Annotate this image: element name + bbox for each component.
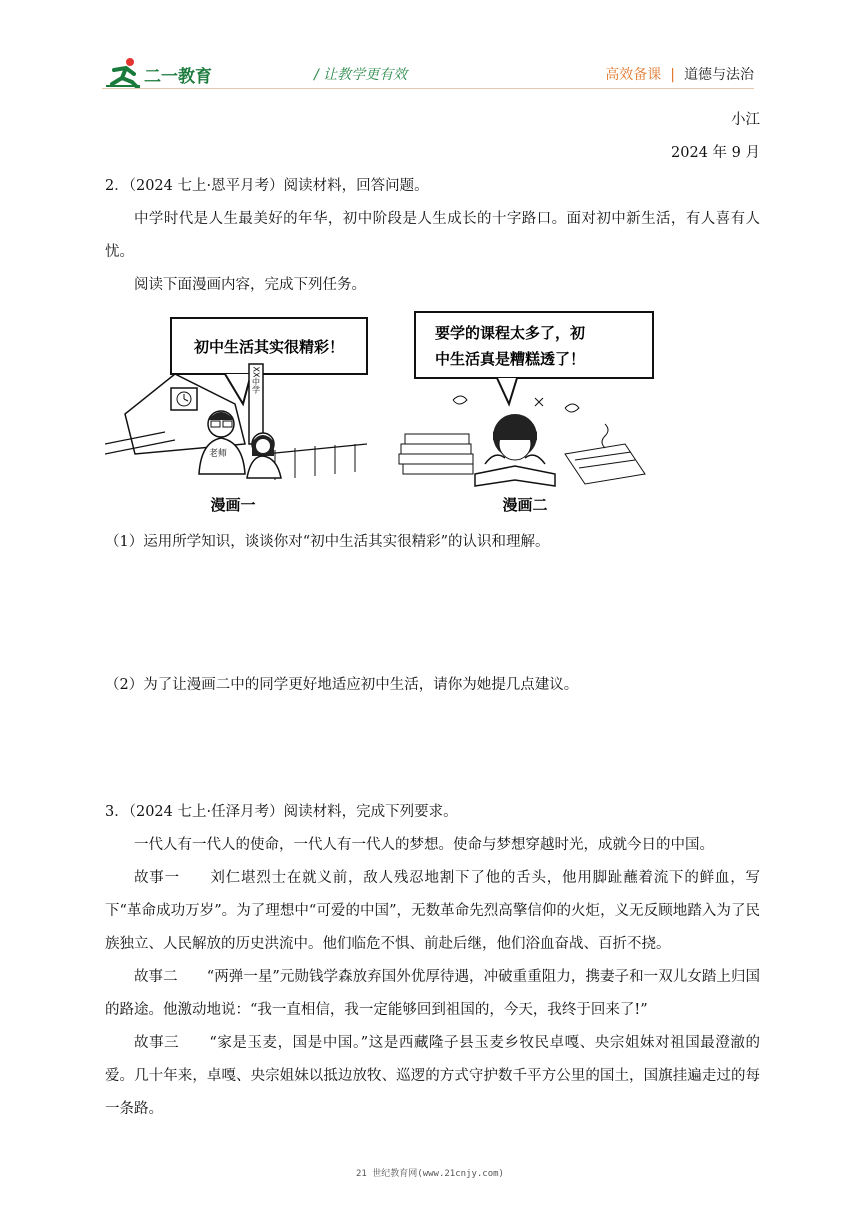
comic-two (399, 312, 653, 514)
q3-story-3: 故事三 “家是玉麦，国是中国。”这是西藏隆子县玉麦乡牧民卓嘎、央宗姐妹对祖国最澄澈的爱。几十年来，卓嘎、央宗姐妹以抵边放牧、巡逻的方式守护数千平方公里的国土，国旗挂遍走过的每一条路。 (105, 1035, 760, 1117)
q2-sub-question-2: （2）为了让漫画二中的同学更好地适应初中生活，请你为她提几点建议。 (105, 677, 579, 693)
q3-story-1: 故事一 刘仁堪烈士在就义前，敌人残忍地割下了他的舌头，他用脚趾蘸着流下的鲜血，写下“革命成功万岁”。为了理想中“可爱的中国”，无数革命先烈高擎信仰的火炬，义无反顾地踏入为了民族独立、人民解放的历史洪流中。他们临危不惧、前赴后继，他们浴血奋战、百折不挠。 (105, 870, 760, 952)
q2-paragraph-1: 中学时代是人生最美好的年华，初中阶段是人生成长的十字路口。面对初中新生活，有人喜有人忧。 (105, 211, 760, 260)
document-body (105, 104, 760, 1126)
header-separator: | (670, 67, 675, 83)
q3-story-2: 故事二 “两弹一星”元勋钱学森放弃国外优厚待遇，冲破重重阻力，携妻子和一双儿女踏上归国的路途。他激动地说：“我一直相信，我一定能够回到祖国的，今天，我终于回来了!” (105, 969, 760, 1018)
comic1-teacher-label: 老师 (209, 449, 228, 459)
comic1-caption: 漫画一 (210, 496, 256, 514)
running-person-icon (104, 56, 144, 88)
header-divider (102, 88, 754, 89)
comic1-bubble: 初中生活其实很精彩！ (193, 338, 345, 356)
comic-figure (105, 304, 760, 520)
header-tags (605, 64, 754, 84)
q2-sub-question-1: （1）运用所学知识，谈谈你对“初中生活其实很精彩”的认识和理解。 (105, 534, 550, 550)
answer-space-1 (105, 559, 760, 669)
answer-space-2 (105, 702, 760, 796)
letter-date: 2024 年 9 月 (671, 145, 760, 161)
q2-heading: 2．（2024 七上·恩平月考）阅读材料，回答问题。 (105, 178, 429, 194)
comic2-bubble-line1: 要学的课程太多了，初 (435, 324, 586, 342)
q3-intro: 一代人有一代人的使命，一代人有一代人的梦想。使命与梦想穿越时光，成就今日的中国。 (134, 837, 714, 853)
comic2-bubble-line2: 中生活真是糟糕透了！ (435, 350, 586, 368)
comic2-caption: 漫画二 (502, 496, 548, 514)
tag-subject: 道德与法治 (684, 67, 754, 83)
tag-efficient-prep: 高效备课 (605, 67, 662, 83)
q3-heading: 3．（2024 七上·任泽月考）阅读材料，完成下列要求。 (105, 804, 458, 820)
comic1-sign: XX中学 (251, 366, 261, 394)
brand-logo (104, 56, 408, 90)
letter-signature: 小江 (731, 112, 760, 128)
slogan: / 让教学更有效 (314, 67, 408, 83)
page-footer: 21 世纪教育网(www.21cnjy.com) (356, 1169, 504, 1179)
comic-one (105, 318, 367, 514)
page-header (0, 0, 860, 100)
logo-text: 二一教育 (144, 67, 212, 87)
q2-paragraph-2: 阅读下面漫画内容，完成下列任务。 (134, 277, 366, 293)
